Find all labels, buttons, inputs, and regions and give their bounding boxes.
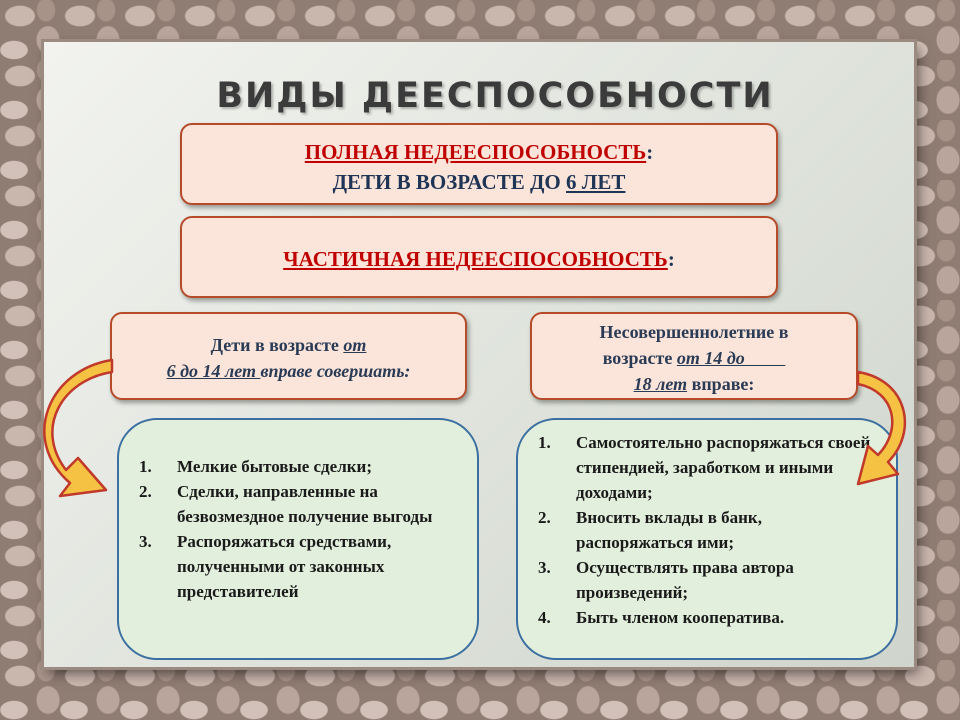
age-14-18-line1: Несовершеннолетние в xyxy=(599,322,789,342)
list-item: 4. Быть членом кооператива. xyxy=(538,608,785,627)
page-title: ВИДЫ ДЕЕСПОСОБНОСТИ xyxy=(216,76,774,116)
right-curved-arrow-icon xyxy=(858,372,905,484)
list-item: 2. Сделки, направленные на безвозмездное получение выгоды xyxy=(139,482,433,526)
age-14-18-prefix: возрасте xyxy=(602,348,677,368)
full-incapacity-age: 6 ЛЕТ xyxy=(566,170,626,194)
full-incapacity-heading: ПОЛНАЯ НЕДЕЕСПОСОБНОСТЬ xyxy=(304,140,647,164)
list-item: 2. Вносить вклады в банк, распоряжаться ими; xyxy=(538,508,762,552)
age-6-14-suffix: вправе совершать: xyxy=(260,361,411,381)
age-6-14-range: 6 до 14 лет xyxy=(166,361,261,381)
partial-incapacity-heading: ЧАСТИЧНАЯ НЕДЕЕСПОСОБНОСТЬ xyxy=(283,247,668,271)
list-item: 3. Распоряжаться средствами, полученными от законных представителей xyxy=(139,532,392,601)
list-item: 1. Самостоятельно распоряжаться своей стипендией, заработком и иными доходами; xyxy=(538,433,871,502)
full-incapacity-colon: : xyxy=(646,140,654,164)
full-incapacity-text: ДЕТИ В ВОЗРАСТЕ ДО xyxy=(332,170,567,194)
list-item: 1. Мелкие бытовые сделки; xyxy=(139,457,372,476)
partial-incapacity-colon: : xyxy=(667,247,675,271)
age-6-14-prefix: Дети в возрасте xyxy=(210,335,344,355)
left-curved-arrow-icon xyxy=(44,360,112,496)
age-14-18-from: от 14 до xyxy=(676,348,786,368)
list-item: 3. Осуществлять права автора произведений; xyxy=(538,558,794,602)
age-6-14-from: от xyxy=(343,335,367,355)
age-14-18-range: 18 лет xyxy=(633,374,688,394)
age-14-18-suffix: вправе: xyxy=(687,374,755,394)
